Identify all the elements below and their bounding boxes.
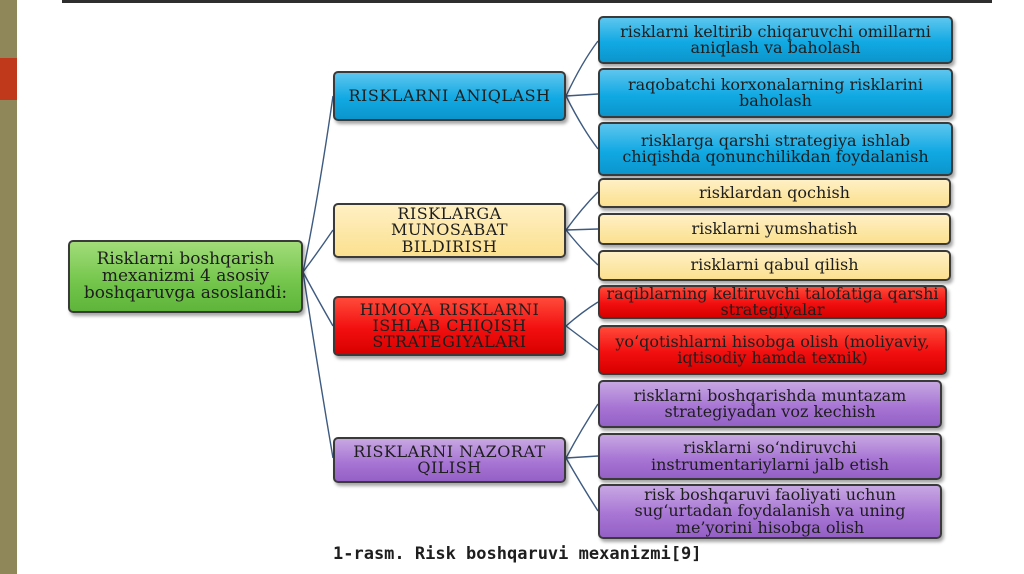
leaf-label: raqobatchi korxonalarning risklarini baholash: [627, 74, 924, 110]
category-label: RISKLARNI ANIQLASH: [348, 85, 551, 105]
category-label: RISKLARGA MUNOSABAT BILDIRISH: [390, 204, 509, 256]
connector-root-cat1: [303, 96, 333, 272]
figure-caption: 1-rasm. Risk boshqaruvi mexanizmi[9]: [333, 544, 702, 564]
connector-cat1-item2: [566, 94, 598, 96]
root-label: Risklarni boshqarish mexanizmi 4 asosiy boshqaruvga asoslandi:: [83, 248, 288, 304]
leaf-item: [598, 16, 953, 64]
category-label: HIMOYA RISKLARNI ISHLAB CHIQISH STRATEGIYALARI: [359, 299, 540, 352]
leaf-item: [598, 178, 951, 208]
leaf-item: [598, 68, 953, 118]
connector-cat4-item1: [566, 404, 598, 458]
leaf-item: [598, 285, 947, 319]
leaf-label: raqiblarning keltiruvchi talofatiga qarshi strategiyalar: [606, 283, 939, 319]
leaf-item: [598, 250, 951, 281]
category-risk-response: [333, 203, 566, 258]
leaf-item: [598, 380, 942, 428]
connector-cat2-item1: [566, 192, 598, 230]
leaf-item: [598, 484, 942, 539]
leaf-label: yo‘qotishlarni hisobga olish (moliyaviy, iqtisodiy hamda texnik): [615, 331, 930, 367]
connector-cat4-item2: [566, 456, 598, 458]
category-protection-strategies: [333, 296, 566, 356]
leaf-label: risklarga qarshi strategiya ishlab chiqishda qonunchilikdan foydalanish: [622, 130, 929, 166]
connector-cat1-item1: [566, 41, 598, 96]
category-risk-identification: [333, 71, 566, 121]
connector-cat1-item3: [566, 96, 598, 149]
leaf-label: risklardan qochish: [699, 182, 850, 202]
connector-cat3-item2: [566, 326, 598, 350]
connector-cat2-item2: [566, 229, 598, 230]
leaf-label: risklarni yumshatish: [691, 218, 858, 238]
leaf-label: risklarni keltirib chiqaruvchi omillarni aniqlash va baholash: [620, 21, 931, 57]
leaf-label: risklarni boshqarishda muntazam strategiyadan voz kechish: [633, 385, 907, 421]
leaf-item: [598, 122, 953, 176]
connector-cat2-item3: [566, 230, 598, 265]
leaf-label: risklarni so‘ndiruvchi instrumentariylarni jalb etish: [650, 438, 890, 474]
connector-cat4-item3: [566, 458, 598, 511]
category-risk-control: [333, 437, 566, 483]
leaf-item: [598, 433, 942, 480]
leaf-item: [598, 325, 947, 375]
leaf-label: risk boshqaruvi faoliyati uchun sug‘urtadan foydalanish va uning me’yorini hisobga olish: [634, 485, 906, 537]
leaf-label: risklarni qabul qilish: [690, 255, 859, 275]
root-node: [68, 240, 303, 313]
connector-cat3-item1: [566, 302, 598, 326]
category-label: RISKLARNI NAZORAT QILISH: [353, 441, 546, 477]
leaf-item: [598, 213, 951, 245]
